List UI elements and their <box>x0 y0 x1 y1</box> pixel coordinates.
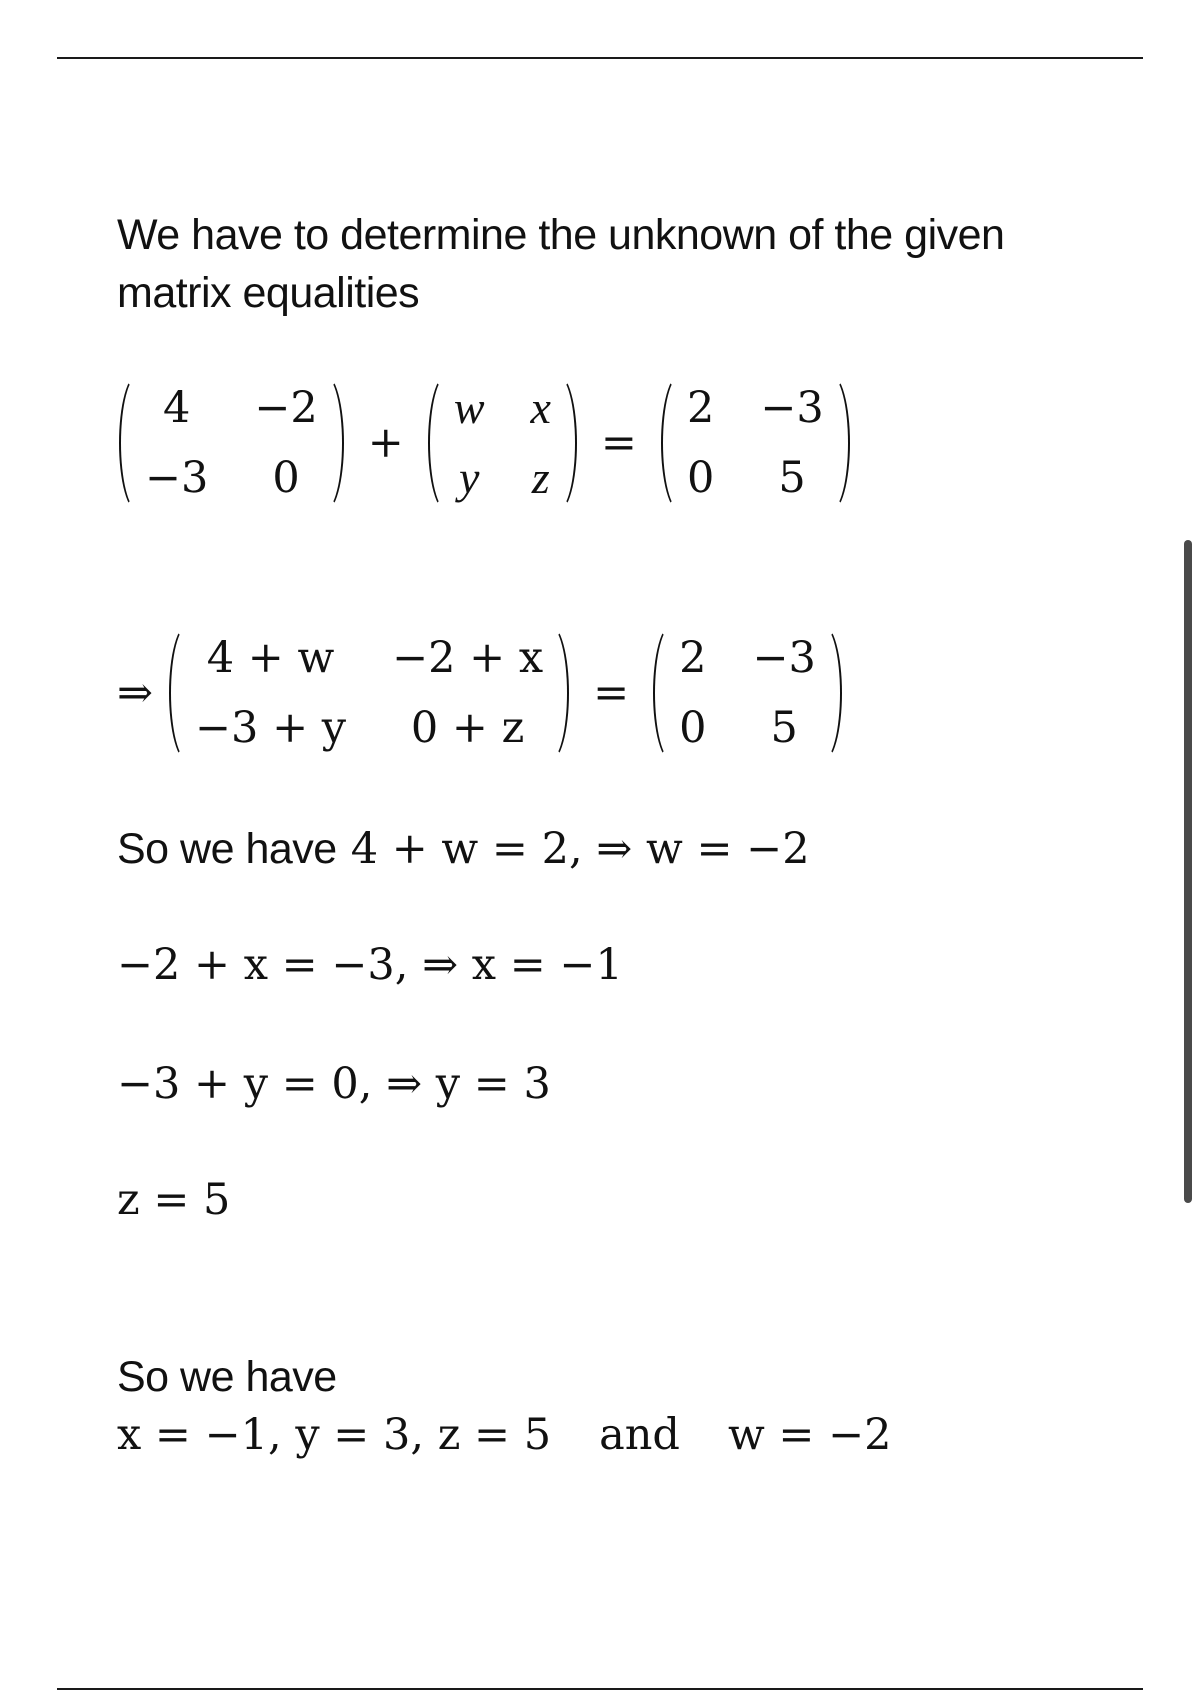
matrix-cell: −3 + y <box>195 703 347 753</box>
matrix-equation-2 <box>117 622 844 764</box>
equation-y: −3 + y = 0, ⇒ y = 3 <box>117 1059 551 1109</box>
plus-operator: + <box>367 418 404 468</box>
matrix-c <box>651 622 844 764</box>
matrix-cell: y <box>458 452 480 503</box>
top-divider <box>57 57 1143 59</box>
matrix-cell: w <box>453 382 485 433</box>
matrix-cell: −2 <box>254 383 318 433</box>
bottom-divider <box>57 1688 1143 1690</box>
solution-line-x <box>117 940 623 990</box>
matrix-cell: 5 <box>778 453 806 503</box>
left-paren <box>167 622 189 764</box>
intro-text: We have to determine the unknown of the given matrix equalities <box>117 211 1005 317</box>
solution-line-z <box>117 1175 230 1225</box>
matrix-cell: 4 <box>163 383 191 433</box>
matrix-cell: 4 + w <box>206 633 335 683</box>
matrix-cell: −3 <box>145 453 209 503</box>
value-w: w = −2 <box>727 1410 892 1460</box>
matrix-cell: 0 <box>272 453 300 503</box>
solution-line-w <box>117 820 810 878</box>
matrix-c <box>659 372 852 514</box>
and-text: and <box>599 1410 680 1460</box>
matrix-cell: x <box>530 382 551 433</box>
right-paren <box>822 622 844 764</box>
left-paren <box>651 622 673 764</box>
matrix-cell: −2 + x <box>392 633 544 683</box>
right-paren <box>830 372 852 514</box>
implies-arrow: ⇒ <box>117 668 154 718</box>
matrix-cell: 2 <box>679 633 707 683</box>
matrix-a <box>117 372 346 514</box>
equation-w: 4 + w = 2, ⇒ w = −2 <box>350 824 810 874</box>
matrix-cell: 2 <box>686 383 715 433</box>
conclusion-label: So we have <box>117 1353 337 1401</box>
matrix-cell: z <box>531 452 550 503</box>
solution-line-y <box>117 1059 551 1109</box>
right-paren <box>549 622 571 764</box>
scrollbar-thumb[interactable] <box>1184 540 1192 1203</box>
values-xyz: x = −1, y = 3, z = 5 <box>117 1410 552 1460</box>
equals-operator: = <box>593 668 630 718</box>
equals-operator: = <box>600 418 637 468</box>
left-paren <box>659 372 681 514</box>
equation-z: z = 5 <box>117 1175 231 1225</box>
matrix-cell: −3 <box>760 383 824 433</box>
matrix-cell: 0 + z <box>410 703 525 753</box>
left-paren <box>426 372 448 514</box>
so-we-have-label: So we have <box>117 825 337 873</box>
conclusion-values <box>117 1410 892 1460</box>
left-paren <box>117 372 139 514</box>
matrix-cell: 0 <box>686 453 715 503</box>
matrix-sum <box>167 622 571 764</box>
matrix-cell: 0 <box>679 703 707 753</box>
equation-x: −2 + x = −3, ⇒ x = −1 <box>117 940 623 990</box>
matrix-b <box>426 372 579 514</box>
right-paren <box>324 372 346 514</box>
matrix-equation-1 <box>117 372 852 514</box>
right-paren <box>557 372 579 514</box>
matrix-cell: 5 <box>770 703 798 753</box>
matrix-cell: −3 <box>752 633 816 683</box>
